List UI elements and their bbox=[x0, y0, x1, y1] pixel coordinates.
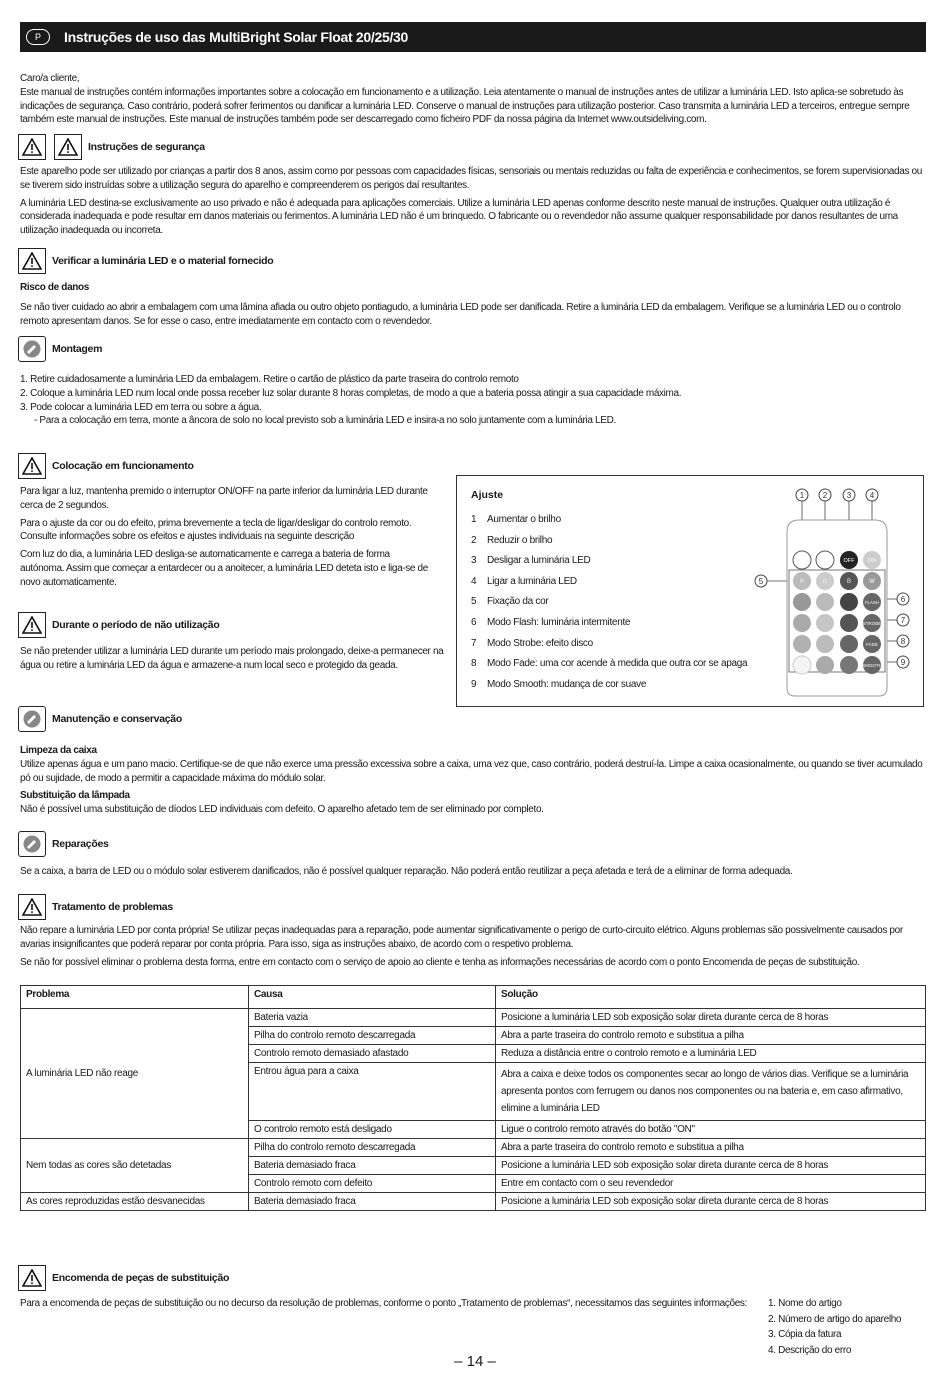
svg-text:FADE: FADE bbox=[866, 642, 878, 647]
safety-heading bbox=[18, 134, 205, 160]
subheading: Substituição da lâmpada bbox=[20, 790, 130, 802]
problem-cell: As cores reproduzidas estão desvanecidas bbox=[21, 1193, 249, 1211]
warning-icon bbox=[18, 612, 46, 638]
tool-icon bbox=[18, 831, 46, 857]
svg-text:1: 1 bbox=[799, 491, 805, 500]
table-row bbox=[21, 1009, 926, 1027]
manutencao-heading bbox=[18, 706, 182, 732]
svg-text:7: 7 bbox=[900, 616, 906, 625]
reparacoes-text: Se a caixa, a barra de LED ou o módulo solar estiverem danificados, não é possível qualquer reparação. Não poderá então reutilizar a peça afetada e terá de a eliminar de forma adequada. bbox=[20, 866, 793, 877]
list-item: 3 Desligar a luminária LED bbox=[471, 555, 591, 567]
naouso-heading bbox=[18, 612, 219, 638]
list-item: 9 Modo Smooth: mudança de cor suave bbox=[471, 678, 647, 690]
paragraph: Não repare a luminária LED por conta própria! Se utilizar peças inadequadas para a reparação, pode aumentar significativamente o perigo de curto-circuito elétrico. Alguns problemas são possivelmente causados por avarias insignificantes que poderá reparar por conta própria. Para isso, siga as instruções abaixo, de acordo com o respetivo problema. bbox=[20, 925, 903, 950]
cause-cell: Bateria vazia bbox=[249, 1009, 496, 1027]
page-number: – 14 – bbox=[454, 1353, 496, 1370]
page-title: Instruções de uso das MultiBright Solar Float 20/25/30 bbox=[64, 29, 408, 45]
list-item: 3. Cópia da fatura bbox=[768, 1329, 842, 1340]
ajuste-title: Ajuste bbox=[471, 489, 504, 501]
step: 1. Retire cuidadosamente a luminária LED da embalagem. Retire o cartão de plástico da parte traseira do controlo remoto bbox=[20, 374, 519, 385]
list-item: 4. Descrição do erro bbox=[768, 1344, 852, 1356]
cause-cell: Entrou água para a caixa bbox=[249, 1063, 496, 1121]
section-title: Montagem bbox=[52, 343, 103, 355]
svg-text:5: 5 bbox=[758, 577, 764, 586]
svg-text:STROBE: STROBE bbox=[862, 621, 882, 626]
solution-cell: Posicione a luminária LED sob exposição solar direta durante cerca de 8 horas bbox=[496, 1193, 926, 1211]
problemas-text bbox=[20, 924, 926, 973]
problem-cell: Nem todas as cores são detetadas bbox=[21, 1139, 249, 1193]
svg-text:W: W bbox=[869, 579, 875, 585]
problemas-heading bbox=[18, 894, 173, 920]
paragraph: Se não for possível eliminar o problema desta forma, entre em contacto com o serviço de apoio ao cliente e tenha as informações necessárias de acordo com o ponto Encomenda de peças de substituição. bbox=[20, 956, 860, 968]
troubleshooting-table bbox=[20, 985, 926, 1211]
manutencao-text bbox=[20, 744, 926, 821]
warning-icon bbox=[54, 134, 82, 160]
ajuste-box bbox=[456, 475, 924, 707]
verify-heading bbox=[18, 248, 273, 274]
warning-icon bbox=[18, 453, 46, 479]
solution-cell: Abra a caixa e deixe todos os componentes secar ao longo de vários dias. Verifique se a luminária apresenta pontos com ferrugem ou danos nos componentes ou na bateria e, em caso afirmativo, elimine a luminária LED bbox=[496, 1063, 926, 1121]
verify-text bbox=[20, 281, 926, 332]
tool-icon bbox=[18, 706, 46, 732]
subheading: Risco de danos bbox=[20, 282, 90, 293]
list-item: 8 Modo Fade: uma cor acende à medida que outra cor se apaga bbox=[471, 658, 748, 670]
paragraph: Utilize apenas água e um pano macio. Certifique-se de que não exerce uma pressão excessiva sobre a caixa, uma vez que, caso contrário, poderá destruí-la. Limpe a caixa ocasionalmente, ou quando se tiver acumulado pó ou sujidade, de modo a permitir a capacidade máxima do módulo solar. bbox=[20, 758, 923, 784]
solution-cell: Posicione a luminária LED sob exposição solar direta durante cerca de 8 horas bbox=[496, 1157, 926, 1175]
subheading: Limpeza da caixa bbox=[20, 745, 97, 756]
svg-text:R: R bbox=[799, 579, 805, 585]
encomenda-text: Para a encomenda de peças de substituição ou no decurso da resolução de problemas, conforme o ponto „Tratamento de problemas“, necessitamos das seguintes informações: bbox=[20, 1298, 747, 1309]
step: 2. Coloque a luminária LED num local onde possa receber luz solar durante 8 horas completas, de modo a que a bateria possa atingir a sua capacidade máxima. bbox=[20, 387, 682, 399]
solution-cell: Abra a parte traseira do controlo remoto e substitua a pilha bbox=[496, 1139, 926, 1157]
svg-text:8: 8 bbox=[900, 637, 906, 646]
solution-cell: Reduza a distância entre o controlo remoto e a luminária LED bbox=[496, 1045, 926, 1063]
column-header: Solução bbox=[496, 986, 926, 1009]
cause-cell: O controlo remoto está desligado bbox=[249, 1121, 496, 1139]
column-header: Problema bbox=[21, 986, 249, 1009]
paragraph: Se não tiver cuidado ao abrir a embalagem com uma lâmina afiada ou outro objeto pontiagudo, a luminária LED pode ser danificada. Retire a luminária LED da embalagem. Verifique se a luminária LED ou o controlo remoto apresentam danos. Se for esse o caso, entre imediatamente em contacto com o revendedor. bbox=[20, 301, 901, 327]
step: - Para a colocação em terra, monte a âncora de solo no local previsto sob a luminária LED e insira-a no solo juntamente com a luminária LED. bbox=[34, 415, 616, 427]
list-item: 2 Reduzir o brilho bbox=[471, 534, 553, 546]
solution-cell: Entre em contacto com o seu revendedor bbox=[496, 1175, 926, 1193]
solution-cell: Posicione a luminária LED sob exposição solar direta durante cerca de 8 horas bbox=[496, 1009, 926, 1027]
svg-text:4: 4 bbox=[869, 491, 875, 500]
svg-text:ON: ON bbox=[867, 558, 877, 564]
table-row bbox=[21, 1193, 926, 1211]
section-title: Durante o período de não utilização bbox=[52, 619, 220, 631]
montagem-heading bbox=[18, 336, 102, 362]
intro-text: Este manual de instruções contém informações importantes sobre a colocação em funcionamento e a utilização. Leia atentamente o manual de instruções antes de utilizar a luminária LED. Isto aplica-se sobretudo às indicações de segurança. Caso contrário, poderá sofrer ferimentos ou danificar a luminária LED. Conserve o manual de instruções para utilização posterior. Caso transmita a luminária LED a terceiros, entregue sempre também este manual de instruções. Este manual de instruções também pode ser descarregado como ficheiro PDF da nossa página da Internet www.outsideliving.com. bbox=[20, 86, 910, 126]
funcionamento-text bbox=[20, 485, 432, 594]
warning-icon bbox=[18, 248, 46, 274]
step: 3. Pode colocar a luminária LED em terra ou sobre a água. bbox=[20, 401, 262, 413]
list-item: 4 Ligar a luminária LED bbox=[471, 575, 577, 587]
paragraph: Este aparelho pode ser utilizado por crianças a partir dos 8 anos, assim como por pessoas com capacidades físicas, sensoriais ou mentais reduzidas ou falta de experiência e conhecimentos, se forem supervisionadas ou se tiverem sido instruídas sobre a utilização segura do aparelho e compreenderem os perigos daí resultantes. bbox=[20, 166, 922, 191]
reparacoes-heading bbox=[18, 831, 109, 857]
list-item: 1 Aumentar o brilho bbox=[471, 514, 561, 525]
paragraph: Para ligar a luz, mantenha premido o interruptor ON/OFF na parte inferior da luminária LED durante cerca de 2 segundos. bbox=[20, 486, 428, 511]
table-header-row bbox=[21, 986, 926, 1009]
tool-icon bbox=[18, 336, 46, 362]
safety-text bbox=[20, 165, 926, 242]
section-title: Instruções de segurança bbox=[88, 141, 205, 153]
paragraph: Com luz do dia, a luminária LED desliga-se automaticamente e carrega a bateria de forma autónoma. Assim que começar a entardecer ou a anoitecer, a luminária LED deteta isto e liga-se de novo automaticamente. bbox=[20, 549, 428, 588]
svg-text:SMOOTH: SMOOTH bbox=[862, 663, 882, 668]
encomenda-heading bbox=[18, 1265, 229, 1291]
funcionamento-heading bbox=[18, 453, 194, 479]
svg-text:6: 6 bbox=[900, 595, 906, 604]
warning-icon bbox=[18, 1265, 46, 1291]
warning-icon bbox=[18, 134, 46, 160]
cause-cell: Bateria demasiado fraca bbox=[249, 1157, 496, 1175]
section-title: Tratamento de problemas bbox=[52, 901, 173, 913]
greeting: Caro/a cliente, bbox=[20, 73, 80, 84]
montagem-steps bbox=[20, 373, 926, 428]
svg-text:2: 2 bbox=[822, 491, 828, 500]
ajuste-list bbox=[471, 514, 747, 699]
list-item: 5 Fixação da cor bbox=[471, 596, 549, 608]
svg-text:B: B bbox=[846, 579, 852, 585]
cause-cell: Pilha do controlo remoto descarregada bbox=[249, 1027, 496, 1045]
svg-text:9: 9 bbox=[900, 658, 906, 667]
language-badge: P bbox=[26, 29, 50, 45]
naouso-text: Se não pretender utilizar a luminária LED durante um período mais prolongado, deixe-a permanecer na água ou retire a luminária LED da água e armazene-a num local seco e protegido da geada. bbox=[20, 646, 444, 671]
encomenda-list bbox=[768, 1296, 938, 1358]
list-item: 2. Número de artigo do aparelho bbox=[768, 1313, 902, 1325]
page-header bbox=[20, 22, 926, 52]
paragraph: Não é possível uma substituição de díodos LED individuais com defeito. O aparelho afetado tem de ser eliminado por completo. bbox=[20, 804, 544, 816]
paragraph: Para o ajuste da cor ou do efeito, prima brevemente a tecla de ligar/desligar do controlo remoto. Consulte informações sobre os efeitos e ajustes individuais na seguinte descrição bbox=[20, 517, 412, 543]
problem-cell: A luminária LED não reage bbox=[21, 1009, 249, 1139]
section-title: Manutenção e conservação bbox=[52, 713, 182, 725]
remote-control-illustration bbox=[753, 484, 917, 704]
intro-section bbox=[20, 72, 926, 127]
cause-cell: Bateria demasiado fraca bbox=[249, 1193, 496, 1211]
paragraph: A luminária LED destina-se exclusivamente ao uso privado e não é adequada para aplicações comerciais. Utilize a luminária LED apenas conforme descrito neste manual de instruções. Qualquer outra utilização é considerada inadequada e pode resultar em danos materiais ou ferimentos. A luminária LED não é um brinquedo. O fabricante ou o revendedor não assume qualquer responsabilidade por danos resultantes de uma utilização inadequada ou incorreta. bbox=[20, 197, 898, 237]
cause-cell: Pilha do controlo remoto descarregada bbox=[249, 1139, 496, 1157]
section-title: Colocação em funcionamento bbox=[52, 460, 194, 472]
svg-text:3: 3 bbox=[846, 491, 852, 500]
cause-cell: Controlo remoto com defeito bbox=[249, 1175, 496, 1193]
svg-text:FLASH: FLASH bbox=[864, 600, 880, 605]
table-row bbox=[21, 1139, 926, 1157]
section-title: Reparações bbox=[52, 838, 109, 850]
cause-cell: Controlo remoto demasiado afastado bbox=[249, 1045, 496, 1063]
column-header: Causa bbox=[249, 986, 496, 1009]
svg-text:G: G bbox=[822, 579, 828, 585]
solution-cell: Abra a parte traseira do controlo remoto e substitua a pilha bbox=[496, 1027, 926, 1045]
section-title: Verificar a luminária LED e o material fornecido bbox=[52, 255, 274, 267]
svg-text:OFF: OFF bbox=[843, 558, 855, 564]
section-title: Encomenda de peças de substituição bbox=[52, 1272, 230, 1284]
solution-cell: Ligue o controlo remoto através do botão "ON" bbox=[496, 1121, 926, 1139]
list-item: 1. Nome do artigo bbox=[768, 1298, 842, 1309]
warning-icon bbox=[18, 894, 46, 920]
list-item: 7 Modo Strobe: efeito disco bbox=[471, 637, 593, 649]
list-item: 6 Modo Flash: luminária intermitente bbox=[471, 616, 631, 628]
